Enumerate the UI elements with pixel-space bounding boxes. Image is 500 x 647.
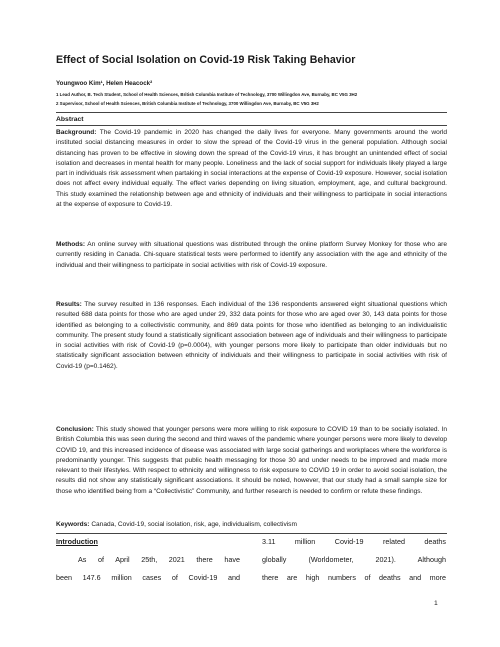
- background-label: Background:: [56, 129, 97, 136]
- background-paragraph: [56, 128, 447, 210]
- methods-label: Methods:: [56, 241, 86, 248]
- keywords-text: Canada, Covid-19, social isolation, risk, age, individualism, collectivism: [91, 521, 297, 528]
- conclusion-paragraph: [56, 425, 447, 497]
- intro-right-column: [262, 533, 446, 586]
- conclusion-label: Conclusion:: [56, 426, 94, 433]
- introduction-heading: Introduction: [56, 537, 98, 546]
- intro-right-line-2: globally (Worldometer, 2021). Although: [262, 554, 446, 564]
- author-list: Youngwoo Kim¹, Helen Heacock²: [56, 80, 153, 87]
- results-paragraph: [56, 300, 447, 372]
- page-number: 1: [434, 600, 438, 607]
- results-label: Results:: [56, 301, 82, 308]
- affiliation-2: 2 Supervisor, School of Health Sciences, British Columbia Institute of Technology, 3700 Willingdon Ave, Burnaby, BC V5G 3H2: [56, 101, 319, 106]
- intro-left-line-2: been 147.6 million cases of Covid-19 and: [56, 572, 240, 582]
- keywords-label: Keywords:: [56, 521, 90, 528]
- intro-right-line-1: 3.11 million Covid-19 related deaths: [262, 537, 446, 546]
- intro-right-line-3: there are high numbers of deaths and more: [262, 572, 446, 582]
- keywords-line: [56, 521, 297, 528]
- paper-title: Effect of Social Isolation on Covid-19 Risk Taking Behavior: [56, 54, 356, 66]
- abstract-heading: Abstract: [56, 116, 84, 123]
- results-text: The survey resulted in 136 responses. Each individual of the 136 respondents answered eight situational questions which resulted 688 data points for those who are aged under 29, 332 data points for those who are aged over 30, 143 data points for those identified as belonging to a collectivistic community, and 869 data points for those who identified as belonging to an individualistic community. The present study found a statistically significant association between age of individuals and their willingness to participate in social activities with risk of Covid-19 (p=0.0004), with younger persons more likely to participate than older individuals but no statistically significant association between ethnicity of individuals and their willingness to participate in social activities with risk of Covid-19 (p=0.1462).: [56, 301, 447, 370]
- background-text: The Covid-19 pandemic in 2020 has changed the daily lives for everyone. Many governments around the world instituted social distancing measures in order to slow the spread of the Covid-19 virus in the general population. Although social distancing has proven to be effective in slowing down the spread of the Covid-19 virus, it has brought an unintended effect of social isolation and decreases in mental health for many people. Loneliness and the lack of social support for individuals likely played a large part in individuals risk assessment when partaking in social interactions at the expense of Covid-19 exposure. However, social isolation does not affect every individual equally. The effect varies depending on living situation, employment, age, and cultural background. This study examined the relationship between age and ethnicity of individuals and their willingness to participate in social interactions at the expense of exposure to Covid-19.: [56, 129, 447, 209]
- intro-left-column: [56, 533, 240, 586]
- intro-left-line-1: As of April 25th, 2021 there have: [78, 554, 240, 564]
- methods-text: An online survey with situational questions was distributed through the online platform Survey Monkey for those who are currently residing in Canada. Chi-square statistical tests were performed to identify any association with the age and ethnicity of the individual and their willingness to participate in social activities with risk of Covid-19 exposure.: [56, 241, 447, 269]
- methods-paragraph: [56, 240, 447, 271]
- affiliation-1: 1 Lead Author, B. Tech Student, School of Health Sciences, British Columbia Institute of Technology, 3700 Willingdon Ave, Burnaby, BC V5G 3H2: [56, 92, 358, 97]
- abstract-heading-rule: [56, 125, 447, 126]
- conclusion-text: This study showed that younger persons were more willing to risk exposure to COVID 19 than to be socially isolated. In British Columbia this was seen during the second and third waves of the pandemic where younger persons were more likely to develop COVID 19, and this increased incidence of disease was associated with large social gatherings and workplaces where the workforce is predominantly younger. This suggests that public health messaging for those 30 and under needs to be improved and made more relevant to their lifestyles. With respect to ethnicity and willingness to risk exposure to COVID 19 in order to avoid social isolation, the results did not show any statistically significant associations. It should be noted, however, that our study had a small sample size for those who identified being from a “Collectivistic” Community, and further research is needed to confirm or refute these findings.: [56, 426, 447, 495]
- abstract-top-rule: [56, 112, 447, 113]
